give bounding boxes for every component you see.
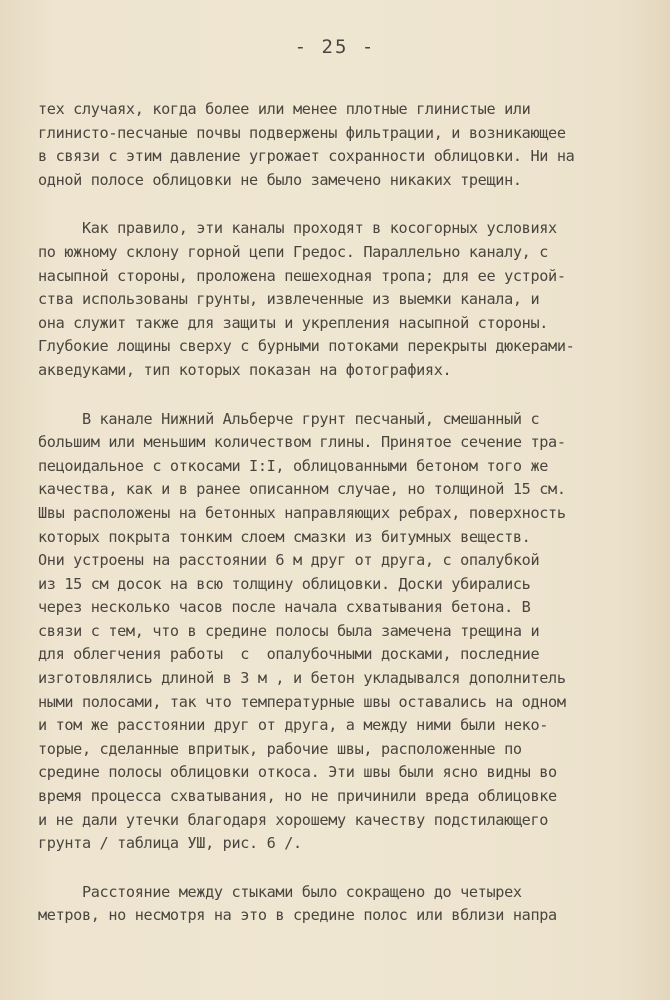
text-line: изготовлялись длиной в 3 м , и бетон укладывался дополнитель bbox=[38, 669, 566, 688]
text-line: она служит также для защиты и укрепления насыпной стороны. bbox=[38, 313, 549, 332]
paragraph bbox=[38, 217, 660, 382]
text-line: и том же расстоянии друг от друга, а между ними были неко- bbox=[38, 716, 549, 735]
paragraph bbox=[38, 98, 660, 192]
paragraph bbox=[38, 881, 660, 928]
text-line: средине полосы облицовки откоса. Эти швы были ясно видны во bbox=[38, 763, 557, 782]
text-line: грунта / таблица УШ, рис. 6 /. bbox=[38, 834, 302, 853]
text-line: Как правило, эти каналы проходят в косогорных условиях bbox=[38, 219, 557, 238]
page-number: - 25 - bbox=[294, 36, 376, 58]
body-text bbox=[38, 98, 660, 928]
text-line: связи с тем, что в средине полосы была замечена трещина и bbox=[38, 621, 540, 640]
text-line: акведуками, тип которых показан на фотографиях. bbox=[38, 360, 452, 379]
paragraph bbox=[38, 408, 660, 856]
text-line: Швы расположены на бетонных направляющих ребрах, поверхность bbox=[38, 503, 566, 522]
text-line: В канале Нижний Альберче грунт песчаный, смешанный с bbox=[38, 409, 540, 428]
text-line: одной полосе облицовки не было замечено никаких трещин. bbox=[38, 170, 522, 189]
text-line: Они устроены на расстоянии 6 м друг от друга, с опалубкой bbox=[38, 551, 540, 570]
text-line: Расстояние между стыками было сокращено до четырех bbox=[38, 882, 522, 901]
text-line: глинисто-песчаные почвы подвержены фильтрации, и возникающее bbox=[38, 123, 566, 142]
text-line: ства использованы грунты, извлеченные из выемки канала, и bbox=[38, 290, 540, 309]
text-line: в связи с этим давление угрожает сохранности облицовки. Ни на bbox=[38, 147, 575, 166]
text-line: через несколько часов после начала схватывания бетона. В bbox=[38, 598, 531, 617]
text-line: пецоидальное с откосами I:I, облицованными бетоном того же bbox=[38, 456, 549, 475]
text-line: и не дали утечки благодаря хорошему качеству подстилающего bbox=[38, 810, 549, 829]
text-line: метров, но несмотря на это в средине полос или вблизи напра bbox=[38, 906, 557, 925]
text-line: Глубокие лощины сверху с бурными потоками перекрыты дюкерами- bbox=[38, 337, 575, 356]
text-line: которых покрыта тонким слоем смазки из битумных веществ. bbox=[38, 527, 531, 546]
text-line: тех случаях, когда более или менее плотные глинистые или bbox=[38, 100, 531, 118]
text-line: время процесса схватывания, но не причинили вреда облицовке bbox=[38, 787, 557, 806]
text-line: по южному склону горной цепи Гредос. Параллельно каналу, с bbox=[38, 242, 549, 261]
text-line: ными полосами, так что температурные швы оставались на одном bbox=[38, 692, 566, 711]
text-line: насыпной стороны, проложена пешеходная тропа; для ее устрой- bbox=[38, 266, 566, 285]
text-line: качества, как и в ранее описанном случае, но толщиной 15 см. bbox=[38, 480, 566, 499]
text-line: большим или меньшим количеством глины. Принятое сечение тра- bbox=[38, 433, 566, 452]
text-line: торые, сделанные впритык, рабочие швы, расположенные по bbox=[38, 739, 522, 758]
text-line: из 15 см досок на всю толщину облицовки. Доски убирались bbox=[38, 574, 531, 593]
text-line: для облегчения работы с опалубочными досками, последние bbox=[38, 645, 540, 664]
